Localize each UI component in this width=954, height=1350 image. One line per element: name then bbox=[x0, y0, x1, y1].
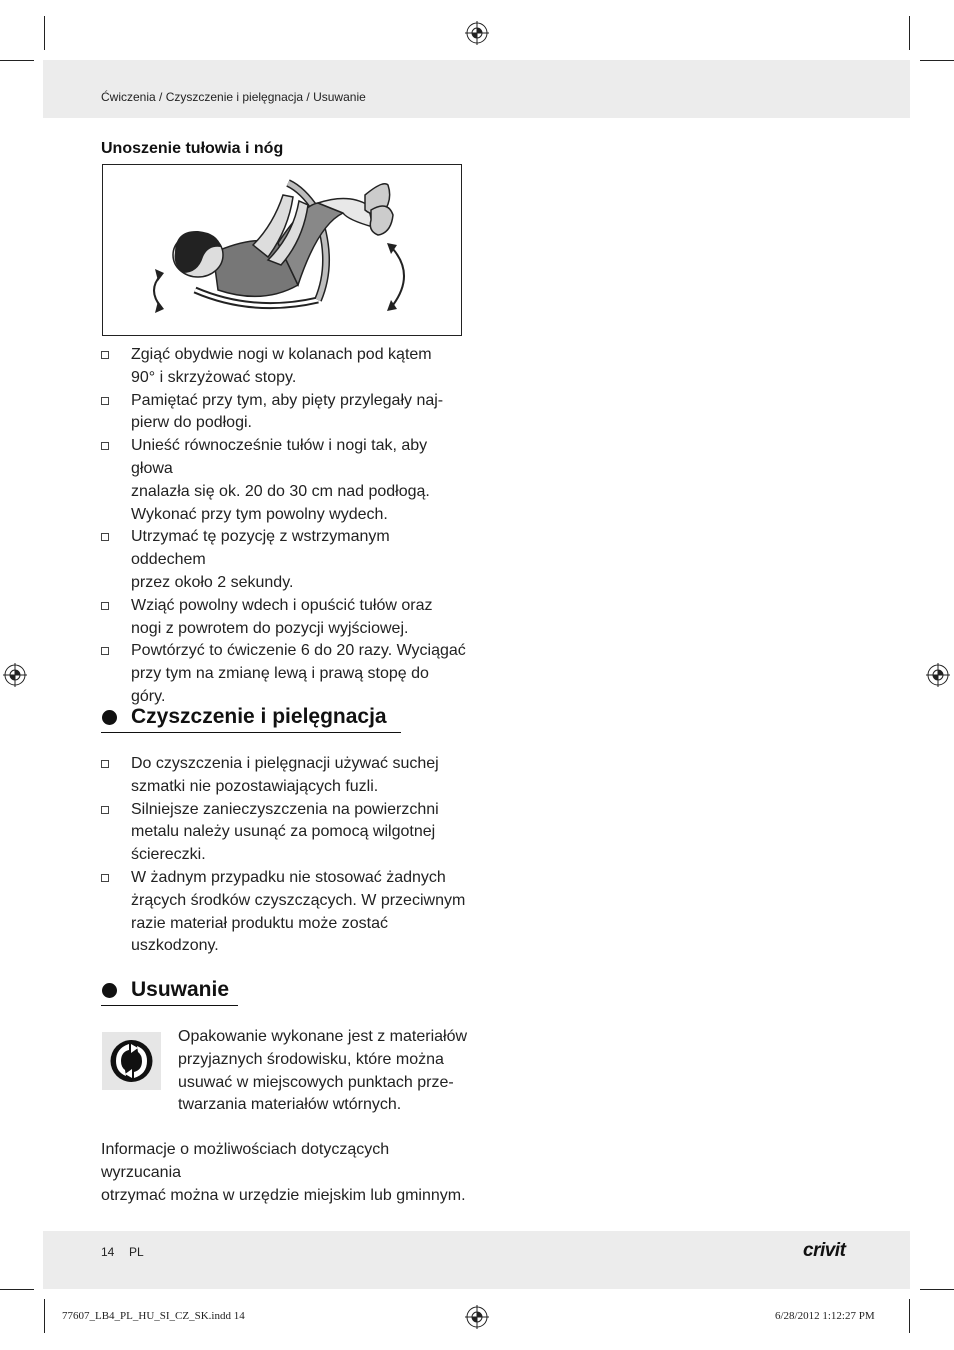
step-line: Utrzymać tę pozycję z wstrzymanym oddechem bbox=[131, 528, 390, 569]
recycle-icon-box bbox=[102, 1032, 161, 1090]
section-title: Usuwanie bbox=[131, 978, 230, 1001]
crop-mark bbox=[920, 60, 954, 61]
list-item bbox=[101, 753, 466, 799]
footer-band bbox=[43, 1231, 910, 1289]
registration-mark-icon bbox=[926, 663, 950, 687]
checkbox-square-icon bbox=[101, 351, 109, 359]
language-code: PL bbox=[129, 1245, 144, 1259]
text-line: otrzymać można w urzędzie miejskim lub gminnym. bbox=[101, 1186, 466, 1204]
list-item bbox=[101, 526, 466, 594]
registration-mark-icon bbox=[465, 1305, 489, 1329]
checkbox-square-icon bbox=[101, 602, 109, 610]
text-line: przyjaznych środowisku, które można bbox=[178, 1050, 444, 1068]
checkbox-square-icon bbox=[101, 874, 109, 882]
bullet-dot-icon bbox=[102, 710, 117, 725]
step-line: góry. bbox=[131, 687, 166, 705]
crop-mark bbox=[44, 1299, 45, 1333]
registration-mark-icon bbox=[3, 663, 27, 687]
cleaning-heading bbox=[101, 705, 387, 729]
item-line: Do czyszczenia i pielęgnacji używać suchej bbox=[131, 755, 439, 772]
crop-mark bbox=[909, 1299, 910, 1333]
print-slug-timestamp: 6/28/2012 1:12:27 PM bbox=[775, 1310, 875, 1322]
section-title: Czyszczenie i pielęgnacja bbox=[131, 705, 387, 728]
step-line: Powtórzyć to ćwiczenie 6 do 20 razy. Wyciągać bbox=[131, 642, 466, 660]
checkbox-square-icon bbox=[101, 806, 109, 814]
list-item bbox=[101, 344, 466, 390]
step-line: nogi z powrotem do pozycji wyjściowej. bbox=[131, 619, 409, 637]
step-line: Unieść równocześnie tułów i nogi tak, aby głowa bbox=[131, 437, 428, 477]
list-item bbox=[101, 799, 466, 867]
cleaning-list bbox=[101, 753, 466, 958]
crop-mark bbox=[0, 1289, 34, 1290]
green-dot-recycling-icon bbox=[102, 1032, 161, 1090]
checkbox-square-icon bbox=[101, 533, 109, 541]
checkbox-square-icon bbox=[101, 760, 109, 768]
item-line: ściereczki. bbox=[131, 846, 206, 864]
brand-logo: crivit bbox=[803, 1240, 846, 1261]
text-line: Opakowanie wykonane jest z materiałów bbox=[178, 1028, 468, 1045]
registration-mark-icon bbox=[465, 21, 489, 45]
exercise-steps bbox=[101, 344, 466, 709]
page-number: 14 bbox=[101, 1245, 115, 1259]
crop-mark bbox=[0, 60, 34, 61]
bullet-dot-icon bbox=[102, 983, 117, 998]
crop-mark bbox=[44, 16, 45, 50]
step-line: przy tym na zmianę lewą i prawą stopę do bbox=[131, 665, 429, 683]
item-line: W żadnym przypadku nie stosować żadnych bbox=[131, 868, 446, 886]
step-line: Wykonać przy tym powolny wydech. bbox=[131, 505, 388, 523]
crop-mark bbox=[909, 16, 910, 50]
checkbox-square-icon bbox=[101, 647, 109, 655]
step-line: znalazła się ok. 20 do 30 cm nad podłogą. bbox=[131, 482, 430, 500]
item-line: Silniejsze zanieczyszczenia na powierzchni bbox=[131, 800, 439, 818]
header-band bbox=[43, 60, 910, 118]
packaging-info bbox=[178, 1026, 468, 1117]
item-line: metalu należy usunąć za pomocą wilgotnej bbox=[131, 823, 436, 841]
item-line: szmatki nie pozostawiających fuzli. bbox=[131, 777, 379, 795]
exercise-title: Unoszenie tułowia i nóg bbox=[101, 140, 284, 157]
person-doing-crunch-illustration bbox=[103, 165, 460, 334]
breadcrumb: Ćwiczenia / Czyszczenie i pielęgnacja / Usuwanie bbox=[101, 90, 366, 104]
step-line: Zgiąć obydwie nogi w kolanach pod kątem bbox=[131, 346, 432, 363]
step-line: Pamiętać przy tym, aby pięty przylegały naj- bbox=[131, 391, 444, 409]
exercise-figure bbox=[102, 164, 462, 336]
disposal-heading bbox=[101, 978, 229, 1002]
print-slug-file: 77607_LB4_PL_HU_SI_CZ_SK.indd 14 bbox=[62, 1310, 245, 1322]
crop-mark bbox=[920, 1289, 954, 1290]
list-item bbox=[101, 640, 466, 708]
step-line: przez około 2 sekundy. bbox=[131, 573, 294, 591]
list-item bbox=[101, 595, 466, 641]
checkbox-square-icon bbox=[101, 442, 109, 450]
item-line: żrących środków czyszczących. W przeciwnym bbox=[131, 891, 466, 909]
list-item bbox=[101, 435, 466, 526]
text-line: twarzania materiałów wtórnych. bbox=[178, 1096, 402, 1114]
step-line: Wziąć powolny wdech i opuścić tułów oraz bbox=[131, 596, 433, 614]
heading-underline bbox=[101, 732, 401, 734]
list-item bbox=[101, 867, 466, 958]
list-item bbox=[101, 390, 466, 436]
checkbox-square-icon bbox=[101, 397, 109, 405]
item-line: razie materiał produktu może zostać uszkodzony. bbox=[131, 914, 388, 955]
step-line: 90° i skrzyżować stopy. bbox=[131, 368, 297, 386]
text-line: usuwać w miejscowych punktach prze- bbox=[178, 1073, 454, 1091]
disposal-info bbox=[101, 1139, 473, 1207]
heading-underline bbox=[101, 1005, 238, 1007]
text-line: Informacje o możliwościach dotyczących wyrzucania bbox=[101, 1141, 390, 1181]
step-line: pierw do podłogi. bbox=[131, 414, 252, 432]
